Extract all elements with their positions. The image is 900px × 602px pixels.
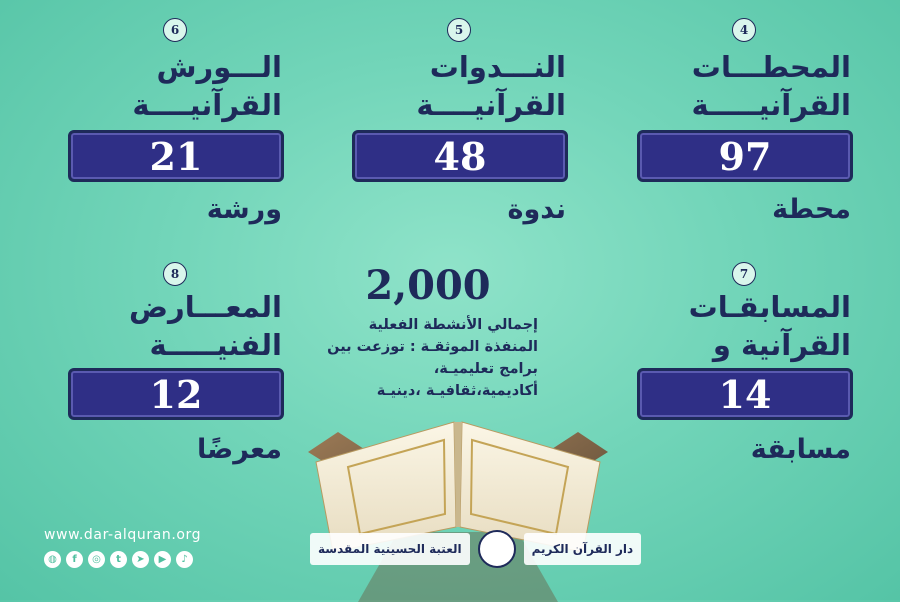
youtube-icon[interactable]: ▶ [154, 551, 171, 568]
globe-icon[interactable]: ◍ [44, 551, 61, 568]
number-badge: 8 [163, 262, 187, 286]
facebook-icon[interactable]: f [66, 551, 83, 568]
value-box [637, 130, 853, 182]
stat-unit: ندوة [507, 194, 566, 225]
stat-card-seminars [352, 18, 566, 258]
card-title-line1: المسابقـات [688, 290, 851, 324]
card-title-line2: القرآنيــــة [416, 88, 566, 122]
holy-shrine-logo: العتبة الحسينية المقدسة [310, 533, 470, 565]
total-activities-description: إجمالي الأنشطة الفعلية المنفذة الموثقـة : توزعت بين برامج تعليميـة، أكاديمية،ثقافيـة ،دينيـة [327, 317, 538, 399]
stat-unit: مسابقة [750, 434, 851, 465]
number-badge: 5 [447, 18, 471, 42]
card-title-line2: القرآنيــــة [132, 88, 282, 122]
twitter-icon[interactable]: t [110, 551, 127, 568]
book-stand-illustration [278, 392, 638, 602]
value-box [68, 368, 284, 420]
card-title-line1: المعـــارض [129, 290, 282, 324]
shrine-seal-icon [478, 530, 516, 568]
website-url[interactable]: www.dar-alquran.org [44, 527, 202, 543]
total-activities-value: 2,000 [365, 262, 491, 309]
number-badge: 6 [163, 18, 187, 42]
tiktok-icon[interactable]: ♪ [176, 551, 193, 568]
number-badge: 4 [732, 18, 756, 42]
card-title-line1: الـــورش [156, 50, 282, 84]
social-links [44, 551, 193, 568]
dar-alquran-logo: دار القرآن الكريم [524, 533, 642, 565]
card-title-line1: المحطـــات [691, 50, 851, 84]
stat-value: 97 [718, 133, 772, 179]
stat-value: 12 [149, 371, 203, 417]
stat-card-workshops [68, 18, 282, 258]
value-box [637, 368, 853, 420]
instagram-icon[interactable]: ◎ [88, 551, 105, 568]
footer-logos [310, 530, 641, 568]
stat-card-stations [637, 18, 851, 258]
card-title-line1: النـــدوات [429, 50, 566, 84]
number-badge: 7 [732, 262, 756, 286]
value-box [68, 130, 284, 182]
stat-card-competitions [637, 262, 851, 502]
telegram-icon[interactable]: ➤ [132, 551, 149, 568]
card-title-line2: الفنيـــــة [149, 328, 282, 362]
card-title-line2: القرآنيـــــة [691, 88, 851, 122]
stat-unit: محطة [772, 194, 851, 225]
value-box [352, 130, 568, 182]
card-title-line2: القرآنية و [712, 328, 851, 362]
stat-value: 14 [718, 371, 772, 417]
stat-unit: معرضًا [197, 434, 282, 465]
stat-value: 21 [149, 133, 203, 179]
stat-card-exhibitions [68, 262, 282, 502]
stat-value: 48 [433, 133, 487, 179]
stat-unit: ورشة [206, 194, 282, 225]
